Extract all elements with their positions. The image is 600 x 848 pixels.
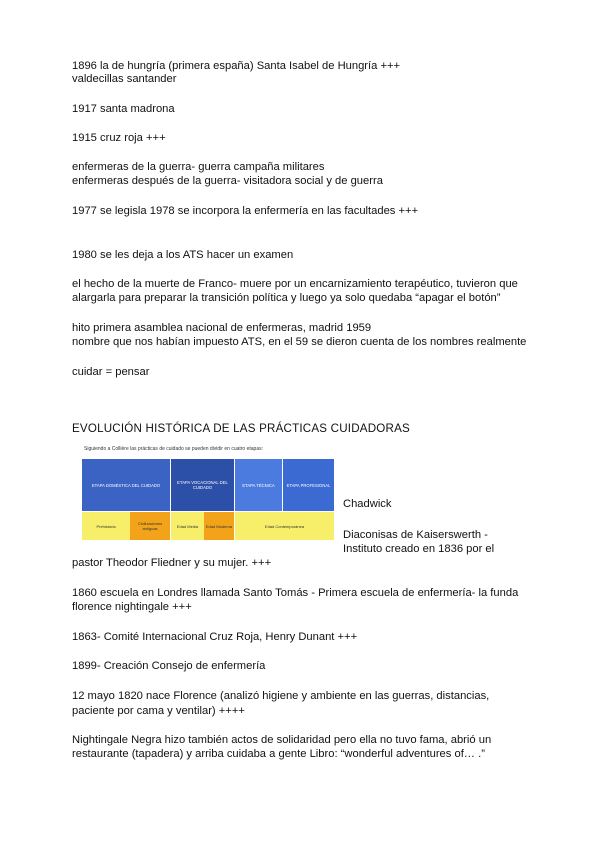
note-line-13: cuidar = pensar: [72, 366, 150, 378]
side-note-1: Chadwick: [343, 498, 392, 510]
note-line-1: 1896 la de hungría (primera españa) Santa Isabel de Hungría +++: [72, 60, 401, 72]
section-heading: EVOLUCIÓN HISTÓRICA DE LAS PRÁCTICAS CUIDADORAS: [72, 422, 410, 435]
stages-figure: [82, 446, 334, 542]
note-line-17: 1863- Comité Internacional Cruz Roja, Henry Dunant +++: [72, 631, 358, 643]
side-note-3: Instituto creado en 1836 por el: [343, 543, 495, 555]
figure-caption: Siguiendo a Collière las prácticas de cuidado se pueden dividir en cuatro etapas:: [84, 446, 264, 452]
note-line-4: 1915 cruz roja +++: [72, 132, 166, 144]
note-line-7: 1977 se legisla 1978 se incorpora la enfermería en las facultades +++: [72, 205, 419, 217]
figure-stage-technical: ETAPA TÉCNICA: [235, 459, 282, 511]
note-line-12: nombre que nos habían impuesto ATS, en el 59 se dieron cuenta de los nombres realmente: [72, 336, 527, 348]
figure-period-middle-ages: Edad Media: [171, 512, 204, 540]
note-line-20: paciente por cama y ventilar) ++++: [72, 705, 245, 717]
figure-stage-vocational: ETAPA VOCACIONAL DEL CUIDADO: [171, 459, 234, 511]
note-line-9: el hecho de la muerte de Franco- muere por un encarnizamiento terapéutico, tuvieron que: [72, 278, 518, 290]
note-line-6: enfermeras después de la guerra- visitadora social y de guerra: [72, 175, 383, 187]
figure-period-prehistory: Prehistoria: [82, 512, 130, 540]
note-line-5: enfermeras de la guerra- guerra campaña militares: [72, 161, 325, 173]
side-note-2: Diaconisas de Kaiserswerth -: [343, 529, 488, 541]
note-line-16: florence nightingale +++: [72, 601, 192, 613]
note-line-19: 12 mayo 1820 nace Florence (analizó higiene y ambiente en las guerras, distancias,: [72, 690, 490, 702]
figure-period-contemporary: Edad Contemporánea: [235, 512, 334, 540]
note-line-22: restaurante (tapadera) y arriba cuidaba a gente Libro: “wonderful adventures of… .”: [72, 748, 485, 760]
note-line-15: 1860 escuela en Londres llamada Santo Tomás - Primera escuela de enfermería- la funda: [72, 587, 519, 599]
note-line-8: 1980 se les deja a los ATS hacer un examen: [72, 249, 294, 261]
note-line-14: pastor Theodor Fliedner y su mujer. +++: [72, 557, 272, 569]
note-line-3: 1917 santa madrona: [72, 103, 175, 115]
note-line-21: Nightingale Negra hizo también actos de solidaridad pero ella no tuvo fama, abrió un: [72, 734, 492, 746]
note-line-11: hito primera asamblea nacional de enfermeras, madrid 1959: [72, 322, 372, 334]
figure-period-ancient: Civilizaciones antiguas: [130, 512, 170, 540]
note-line-18: 1899- Creación Consejo de enfermería: [72, 660, 266, 672]
figure-stage-domestic: ETAPA DOMÉSTICA DEL CUIDADO: [82, 459, 170, 511]
figure-period-modern: Edad Moderna: [204, 512, 234, 540]
figure-stage-professional: ETAPA PROFESIONAL: [283, 459, 334, 511]
note-line-2: valdecillas santander: [72, 73, 177, 85]
note-line-10: alargarla para preparar la transición política y luego ya solo quedaba “apagar el botón”: [72, 292, 501, 304]
